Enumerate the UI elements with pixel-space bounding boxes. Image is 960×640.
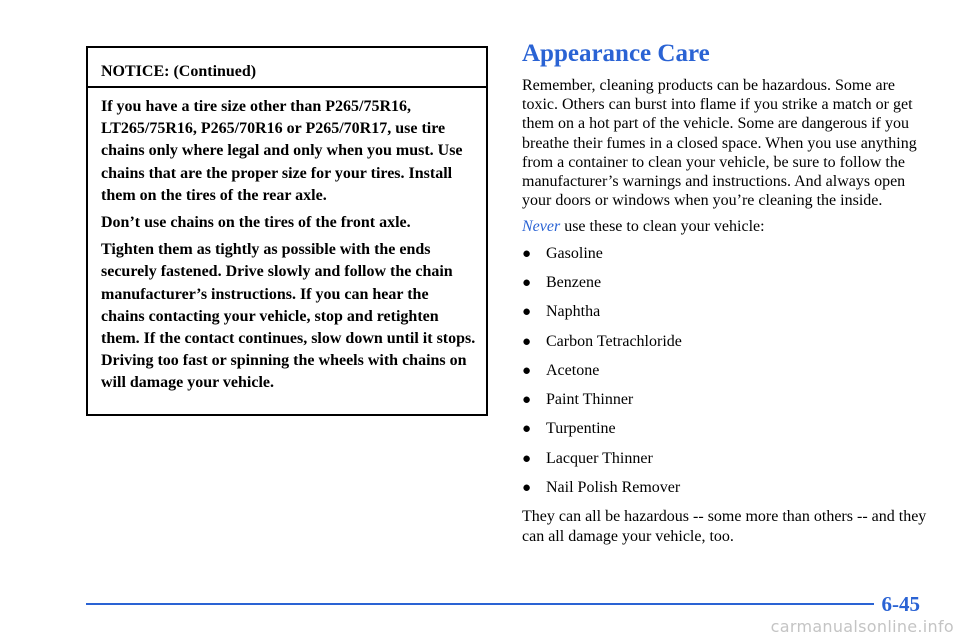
watermark: carmanualsonline.info (770, 617, 954, 636)
closing-paragraph: They can all be hazardous -- some more than others -- and they can all damage your vehicle, too. (522, 508, 927, 545)
notice-body (88, 88, 486, 395)
bullet-icon: ● (522, 245, 532, 262)
never-word: Never (522, 218, 561, 236)
never-rest: use these to clean your vehicle: (560, 218, 765, 236)
list-item: ● Gasoline (522, 244, 932, 264)
list-item: ● Turpentine (522, 419, 932, 439)
bullet-icon: ● (522, 274, 532, 291)
list-item: ● Nail Polish Remover (522, 478, 932, 498)
list-item: ● Carbon Tetrachloride (522, 332, 932, 352)
bullet-icon: ● (522, 304, 532, 321)
section-title: Appearance Care (522, 40, 710, 67)
footer-divider (86, 603, 874, 605)
notice-header: NOTICE: (Continued) (88, 48, 486, 88)
appearance-care-section (522, 38, 932, 553)
list-item: ● Acetone (522, 361, 932, 381)
bullet-icon: ● (522, 362, 532, 379)
list-item: ● Benzene (522, 273, 932, 293)
hazardous-products-list (522, 244, 932, 499)
list-item: ● Lacquer Thinner (522, 449, 932, 469)
notice-paragraph-tire-size: If you have a tire size other than P265/75R16, LT265/75R16, P265/70R16 or P265/70R17, use tire chains only where legal and only when you must. Use chains that are the proper size for your tires. Install them on the tires of the rear axle. (101, 98, 463, 204)
list-item: ● Paint Thinner (522, 390, 932, 410)
bullet-icon: ● (522, 392, 532, 409)
bullet-icon: ● (522, 421, 532, 438)
bullet-icon: ● (522, 333, 532, 350)
notice-box (86, 46, 488, 416)
notice-paragraph-front-axle: Don’t use chains on the tires of the front axle. (101, 214, 411, 232)
intro-paragraph: Remember, cleaning products can be hazardous. Some are toxic. Others can burst into flame if you strike a match or get them on a hot part of the vehicle. Some are dangerous if you breathe their fumes in a closed space. When you use anything from a container to clean your vehicle, be sure to follow the manufacturer’s warnings and instructions. And always open your doors or windows when you’re cleaning the inside. (522, 77, 917, 210)
list-item: ● Naphtha (522, 302, 932, 322)
notice-paragraph-tighten: Tighten them as tightly as possible with the ends securely fastened. Drive slowly and follow the chain manufacturer’s instructions. If you can hear the chains contacting your vehicle, stop and retighten them. If the contact continues, slow down until it stops. Driving too fast or spinning the wheels with chains on will damage your vehicle. (101, 241, 476, 392)
bullet-icon: ● (522, 480, 532, 496)
never-line (522, 217, 932, 236)
bullet-icon: ● (522, 450, 532, 467)
page-number: 6-45 (881, 592, 920, 616)
